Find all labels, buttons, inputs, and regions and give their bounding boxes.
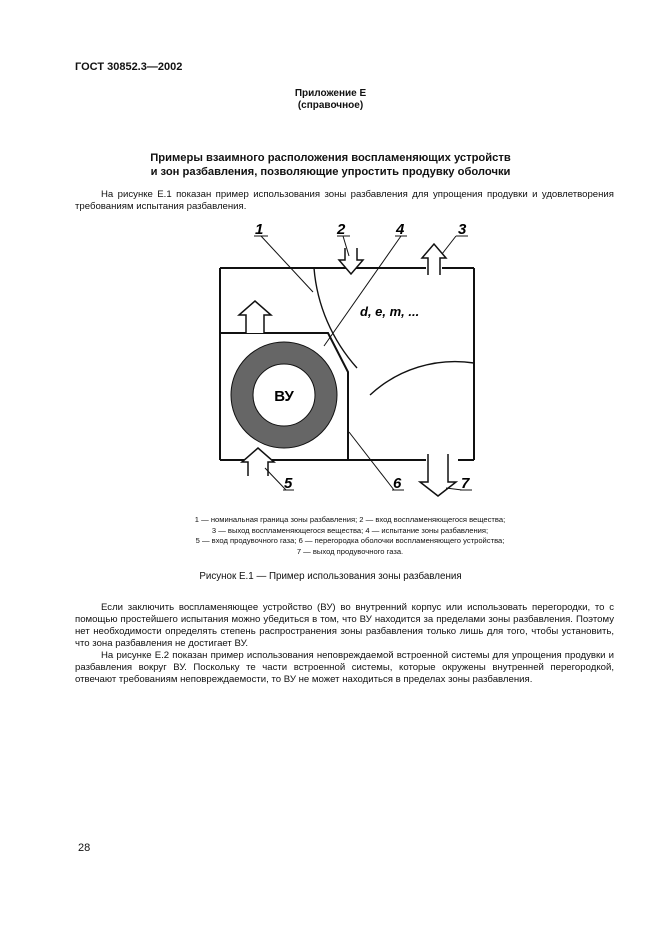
figure-number-2: 2 <box>337 221 346 238</box>
internal-purge-arrow-icon <box>239 301 271 333</box>
outlet-arrow-icon <box>422 244 446 275</box>
figure-e1-diagram <box>0 215 661 515</box>
figure-legend <box>90 515 610 557</box>
device-label: ВУ <box>274 388 294 405</box>
figure-number-1: 1 <box>255 221 264 238</box>
body-text <box>75 602 614 686</box>
dilution-test-arc <box>370 362 474 395</box>
intro-paragraph: На рисунке Е.1 показан пример использования зоны разбавления для упрощения продувки и удовлетворения требованиям испытания разбавления. <box>75 189 614 212</box>
appendix-note: (справочное) <box>297 100 364 111</box>
figure-number-5: 5 <box>284 475 293 492</box>
figure-number-6: 6 <box>393 475 402 492</box>
figure-number-4: 4 <box>396 221 405 238</box>
figure-number-7: 7 <box>461 475 470 492</box>
legend-line-2: 3 — выход воспламеняющегося вещества; 4 — испытание зоны разбавления; <box>211 525 489 535</box>
appendix-heading <box>0 88 661 112</box>
appendix-title: Приложение Е <box>294 88 367 99</box>
body-paragraph: Если заключить воспламеняющее устройство (ВУ) во внутренний корпус или использовать перегородки, то с помощью простейшего испытания можно убедиться в том, что ВУ находится за пределами зоны разбавления. Поэтому нет необходимости определять степень распространения зоны разбавления только лишь для того, чтобы установить, что зона разбавления не достигает ВУ. <box>75 602 614 649</box>
inlet-arrow-icon <box>339 248 363 274</box>
figure-caption: Рисунок Е.1 — Пример использования зоны разбавления <box>199 571 462 582</box>
section-title-line-1: Примеры взаимного расположения воспламеняющих устройств <box>150 152 511 164</box>
page-number: 28 <box>78 842 91 854</box>
legend-line-3: 5 — вход продувочного газа; 6 — перегородка оболочки воспламеняющего устройства; <box>195 536 505 545</box>
figure-number-3: 3 <box>458 221 467 238</box>
legend-line-1: 1 — номинальная граница зоны разбавления; 2 — вход воспламеняющегося вещества; <box>194 515 506 524</box>
dilution-zone-boundary <box>314 268 357 368</box>
document-header: ГОСТ 30852.3—2002 <box>75 61 183 73</box>
body-paragraph: На рисунке Е.2 показан пример использования неповреждаемой встроенной системы для упрощения продувки и разбавления вокруг ВУ. Поскольку те части встроенной системы, которые окружены внутренней перегородкой, отвечают требованиям неповреждаемости, то ВУ не может находиться в пределах зоны разбавления. <box>75 650 614 685</box>
section-title <box>0 151 661 179</box>
section-title-line-2: и зон разбавления, позволяющие упростить продувку оболочки <box>150 166 511 178</box>
legend-line-4: 7 — выход продувочного газа. <box>296 546 404 556</box>
zone-label: d, e, m, ... <box>360 304 420 319</box>
